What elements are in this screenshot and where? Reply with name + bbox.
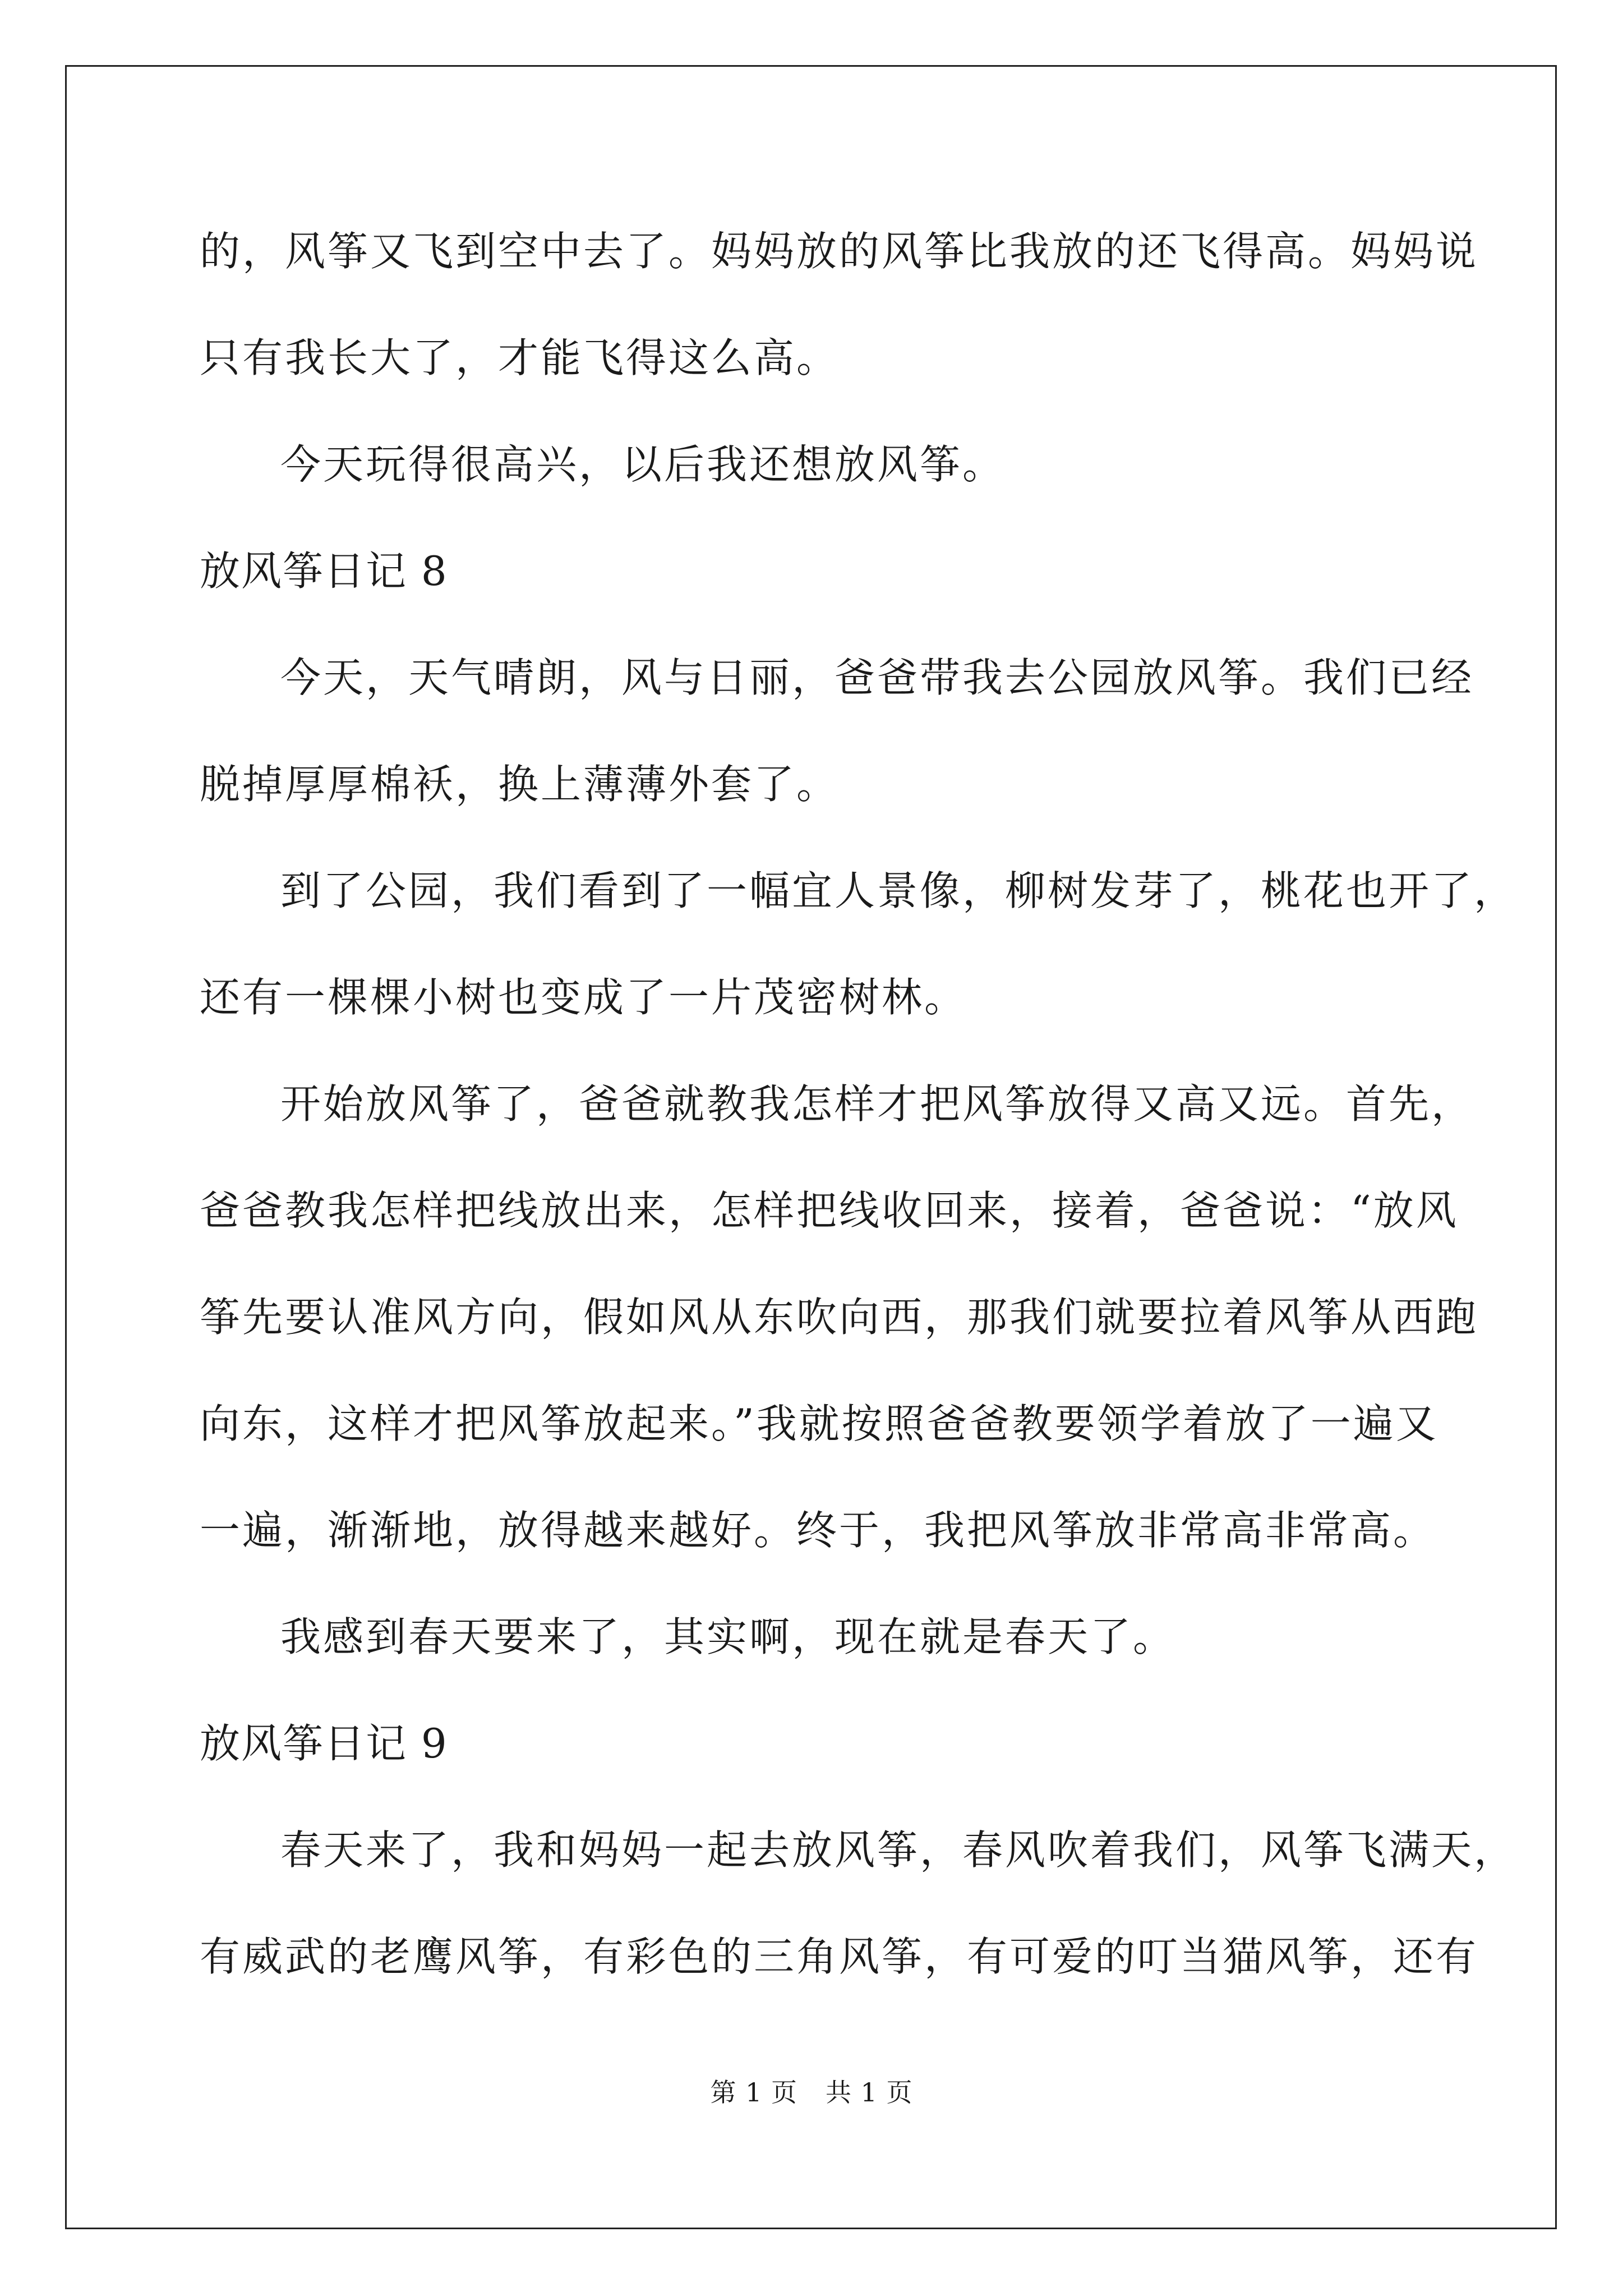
paragraph-line: 筝先要认准风方向，假如风从东吹向西，那我们就要拉着风筝从西跑: [200, 1294, 1479, 1341]
paragraph-line: 春天来了，我和妈妈一起去放风筝，春风吹着我们，风筝飞满天，: [280, 1826, 1517, 1874]
paragraph-line: 有威武的老鹰风筝，有彩色的三角风筝，有可爱的叮当猫风筝，还有: [200, 1933, 1479, 1980]
paragraph-line: 还有一棵棵小树也变成了一片茂密树林。: [200, 974, 967, 1021]
paragraph-line: 今天玩得很高兴，以后我还想放风筝。: [280, 441, 1006, 488]
paragraph-line: 我感到春天要来了，其实啊，现在就是春天了。: [280, 1613, 1176, 1660]
page-footer: [0, 2076, 1623, 2109]
page-total: 共 1 页: [826, 2077, 913, 2108]
page-number: 第 1 页: [710, 2077, 797, 2108]
section-heading: 放风筝日记 8: [200, 547, 448, 595]
section-heading: 放风筝日记 9: [200, 1720, 448, 1767]
paragraph-line: 一遍，渐渐地，放得越来越好。终于，我把风筝放非常高非常高。: [200, 1507, 1436, 1554]
document-body: [200, 212, 1517, 2024]
paragraph-line: 今天，天气晴朗，风与日丽，爸爸带我去公园放风筝。我们已经: [280, 654, 1474, 701]
paragraph-line: 到了公园，我们看到了一幅宜人景像，柳树发芽了，桃花也开了，: [280, 867, 1517, 914]
paragraph-line: 向东，这样才把风筝放起来。”我就按照爸爸教要领学着放了一遍又: [200, 1400, 1438, 1447]
paragraph-line: 只有我长大了，才能飞得这么高。: [200, 334, 840, 381]
paragraph-line: 的，风筝又飞到空中去了。妈妈放的风筝比我放的还飞得高。妈妈说: [200, 228, 1479, 275]
paragraph-line: 爸爸教我怎样把线放出来，怎样把线收回来，接着，爸爸说：“放风: [200, 1187, 1459, 1234]
paragraph-line: 脱掉厚厚棉袄，换上薄薄外套了。: [200, 761, 840, 808]
paragraph-line: 开始放风筝了，爸爸就教我怎样才把风筝放得又高又远。首先，: [280, 1080, 1474, 1128]
